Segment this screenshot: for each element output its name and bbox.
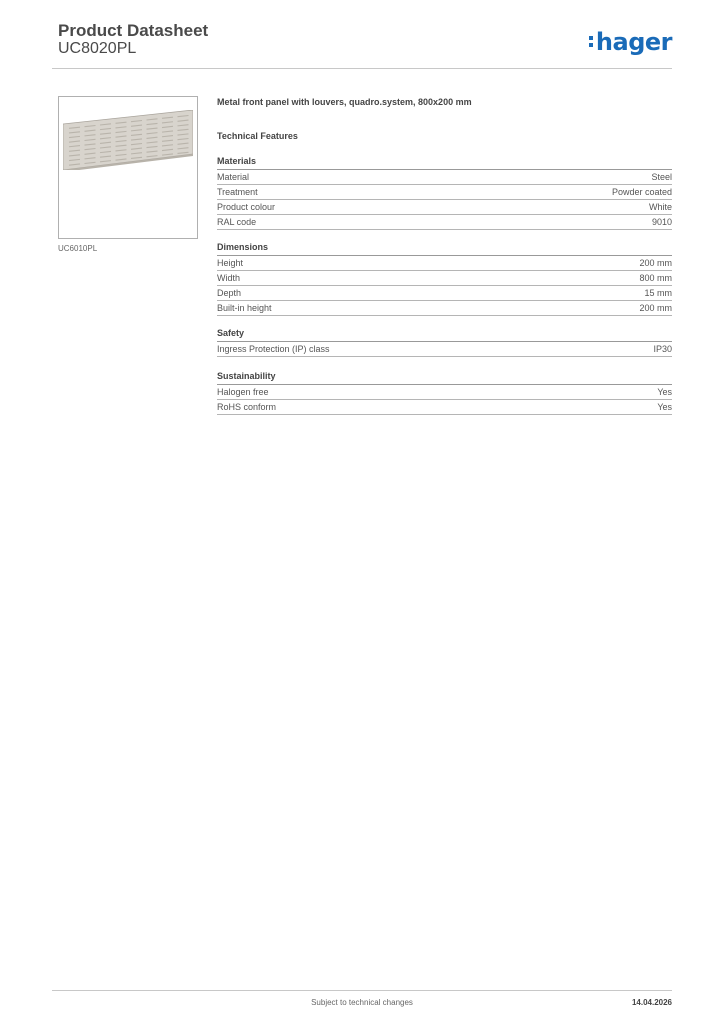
spec-row [217,215,672,230]
product-description: Metal front panel with louvers, quadro.system, 800x200 mm [217,97,472,107]
image-caption: UC6010PL [58,244,98,253]
spec-row [217,400,672,415]
page-title: Product Datasheet [58,21,209,40]
section-title: Materials [217,156,672,170]
spec-row [217,170,672,185]
datasheet-content [217,96,672,415]
spec-value: Yes [657,387,672,397]
materials-section [217,156,672,230]
spec-value: Yes [657,402,672,412]
spec-row [217,185,672,200]
spec-value: 800 mm [639,273,672,283]
spec-row [217,200,672,215]
louvered-panel-image [63,110,193,170]
spec-label: Built-in height [217,303,272,313]
spec-label: Product colour [217,202,276,212]
spec-label: Height [217,258,244,268]
spec-label: Treatment [217,187,258,197]
spec-row [217,256,672,271]
sustainability-section [217,371,672,415]
spec-label: Ingress Protection (IP) class [217,344,330,354]
spec-row [217,271,672,286]
spec-value: White [648,202,672,212]
spec-row [217,342,672,357]
safety-section [217,328,672,357]
dimensions-section [217,242,672,316]
product-code: UC8020PL [58,40,137,57]
spec-value: IP30 [653,344,672,354]
spec-row [217,301,672,316]
spec-label: Depth [217,288,242,298]
header-divider [52,68,672,69]
spec-row [217,286,672,301]
spec-label: Material [217,172,250,182]
spec-value: 200 mm [639,303,672,313]
logo-text: hager [595,28,672,56]
spec-label: Halogen free [217,387,269,397]
spec-value: 9010 [651,217,672,227]
hager-logo [589,28,672,56]
spec-label: RoHS conform [217,402,277,412]
section-title: Sustainability [217,371,672,385]
product-image [58,96,198,239]
spec-row [217,385,672,400]
footer-date: 14.04.2026 [631,998,672,1007]
section-title: Dimensions [217,242,672,256]
spec-value: Powder coated [611,187,672,197]
spec-value: 200 mm [639,258,672,268]
section-title: Safety [217,328,672,342]
spec-label: Width [217,273,241,283]
logo-colon-icon [589,33,593,50]
footer-divider [52,990,672,991]
technical-features-heading: Technical Features [217,131,298,141]
spec-label: RAL code [217,217,257,227]
spec-value: Steel [651,172,672,182]
spec-value: 15 mm [644,288,672,298]
footer-note: Subject to technical changes [311,998,413,1007]
